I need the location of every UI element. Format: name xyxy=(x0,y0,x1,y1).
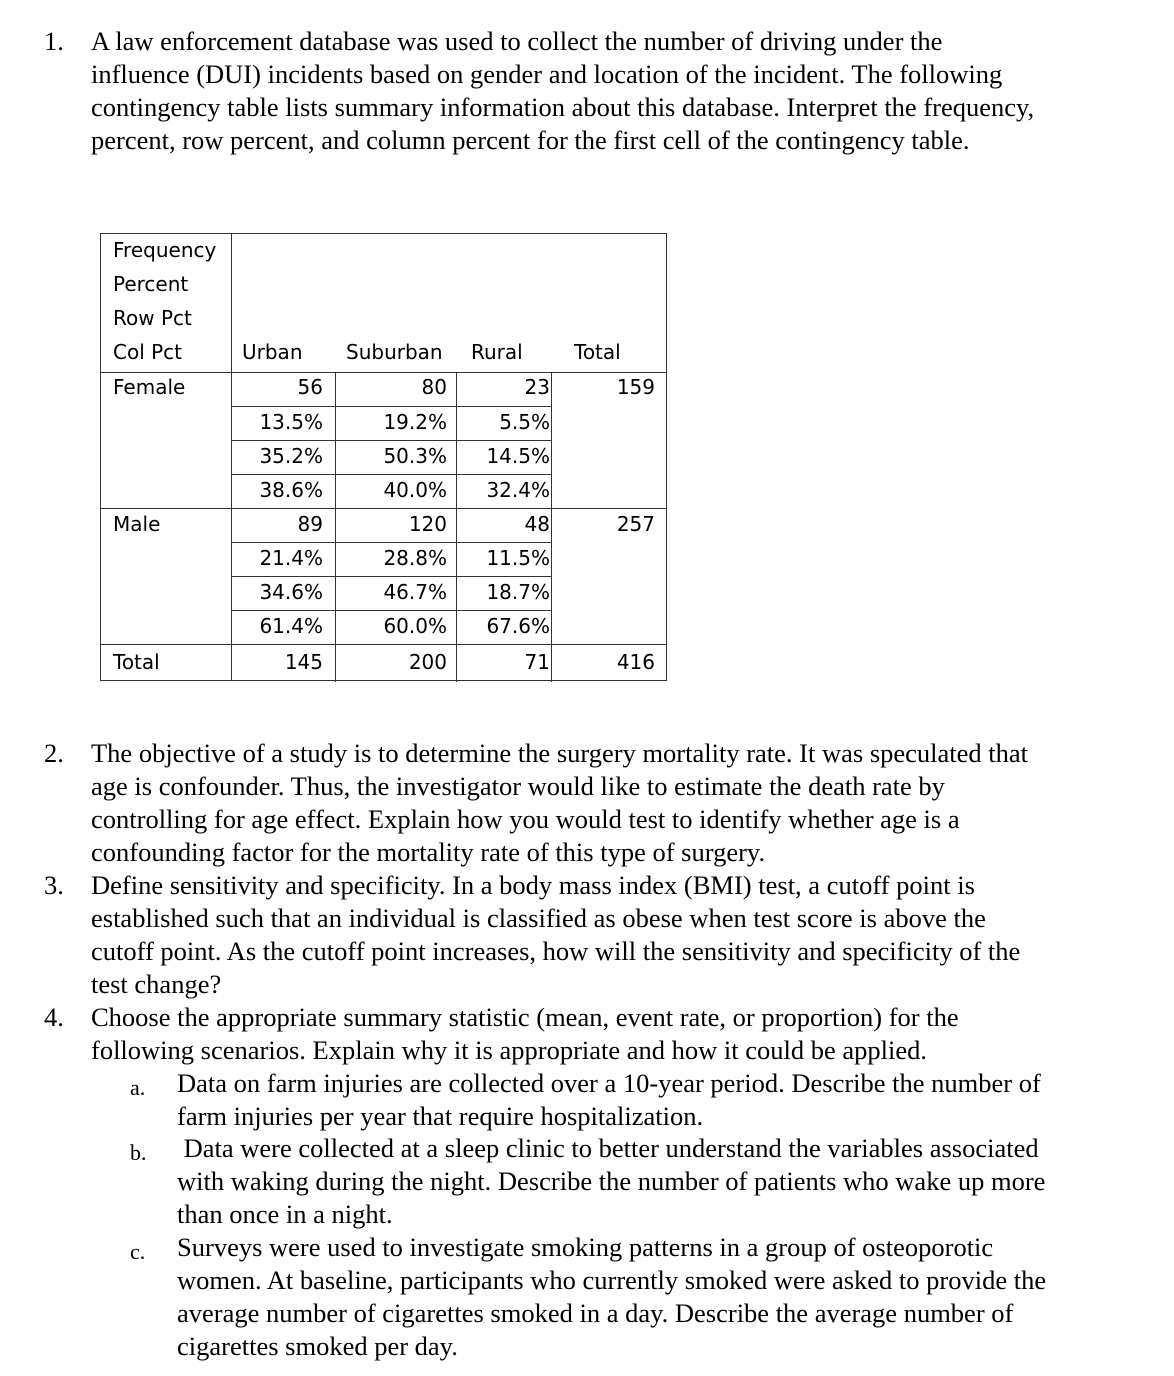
question-line: percent, row percent, and column percent for the first cell of the contingency table. xyxy=(91,125,970,155)
subquestion-label: c. xyxy=(130,1239,146,1264)
subquestion-a xyxy=(130,1067,1140,1133)
question-number: 2. xyxy=(44,738,64,768)
question-2 xyxy=(44,737,1134,869)
question-line: established such that an individual is classified as obese when test score is above the xyxy=(91,903,986,933)
female-rural-row-pct: 14.5% xyxy=(486,444,550,468)
question-4 xyxy=(44,1001,1134,1067)
subquestion-line: cigarettes smoked per day. xyxy=(177,1331,458,1361)
female-rural-pct: 5.5% xyxy=(499,410,550,434)
male-suburban-pct: 28.8% xyxy=(383,546,447,570)
question-line: age is confounder. Thus, the investigator would like to estimate the death rate by xyxy=(91,771,945,801)
female-rural-col-pct: 32.4% xyxy=(486,478,550,502)
cell-border xyxy=(231,576,551,577)
subquestion-line: women. At baseline, participants who currently smoked were asked to provide the xyxy=(177,1265,1047,1295)
question-3 xyxy=(44,869,1134,1001)
female-total-freq: 159 xyxy=(616,375,655,399)
row-label-female: Female xyxy=(113,375,186,399)
row-label-total: Total xyxy=(113,650,160,674)
total-suburban: 200 xyxy=(408,650,447,674)
question-line: confounding factor for the mortality rate of this type of surgery. xyxy=(91,837,766,867)
female-urban-freq: 56 xyxy=(297,375,323,399)
question-line: Define sensitivity and specificity. In a body mass index (BMI) test, a cutoff point is xyxy=(91,870,975,900)
question-line: controlling for age effect. Explain how you would test to identify whether age is a xyxy=(91,804,960,834)
row-label-male: Male xyxy=(113,512,161,536)
male-urban-row-pct: 34.6% xyxy=(259,580,323,604)
male-total-freq: 257 xyxy=(616,512,655,536)
female-suburban-pct: 19.2% xyxy=(383,410,447,434)
key-row-pct: Row Pct xyxy=(113,306,192,330)
key-frequency: Frequency xyxy=(113,238,217,262)
male-rural-row-pct: 18.7% xyxy=(486,580,550,604)
female-urban-row-pct: 35.2% xyxy=(259,444,323,468)
cell-border xyxy=(231,474,551,475)
female-rural-freq: 23 xyxy=(524,375,550,399)
female-suburban-col-pct: 40.0% xyxy=(383,478,447,502)
question-line: The objective of a study is to determine the surgery mortality rate. It was speculated that xyxy=(91,738,1029,768)
subquestion-b xyxy=(130,1132,1140,1231)
female-suburban-freq: 80 xyxy=(421,375,447,399)
subquestion-line: with waking during the night. Describe the number of patients who wake up more xyxy=(177,1166,1046,1196)
table-divider xyxy=(101,508,666,509)
question-line: test change? xyxy=(91,969,222,999)
male-urban-pct: 21.4% xyxy=(259,546,323,570)
total-grand: 416 xyxy=(616,650,655,674)
column-header-urban: Urban xyxy=(242,340,303,364)
subquestion-label: a. xyxy=(130,1075,146,1100)
male-suburban-col-pct: 60.0% xyxy=(383,614,447,638)
total-urban: 145 xyxy=(284,650,323,674)
subquestion-c xyxy=(130,1231,1140,1363)
contingency-table xyxy=(100,233,667,681)
question-line: A law enforcement database was used to collect the number of driving under the xyxy=(91,26,943,56)
question-line: Choose the appropriate summary statistic (mean, event rate, or proportion) for the xyxy=(91,1002,959,1032)
table-divider xyxy=(101,372,666,373)
male-rural-freq: 48 xyxy=(524,512,550,536)
key-col-pct: Col Pct xyxy=(113,340,183,364)
column-header-suburban: Suburban xyxy=(346,340,443,364)
subquestion-line: Surveys were used to investigate smoking patterns in a group of osteoporotic xyxy=(177,1232,994,1262)
cell-border xyxy=(231,542,551,543)
female-urban-col-pct: 38.6% xyxy=(259,478,323,502)
subquestion-line: Data were collected at a sleep clinic to better understand the variables associated xyxy=(177,1133,1039,1163)
female-urban-pct: 13.5% xyxy=(259,410,323,434)
column-header-rural: Rural xyxy=(471,340,523,364)
male-rural-col-pct: 67.6% xyxy=(486,614,550,638)
subquestion-line: than once in a night. xyxy=(177,1199,393,1229)
total-rural: 71 xyxy=(524,650,550,674)
question-line: following scenarios. Explain why it is appropriate and how it could be applied. xyxy=(91,1035,928,1065)
male-urban-freq: 89 xyxy=(297,512,323,536)
subquestion-label: b. xyxy=(130,1140,147,1165)
question-1 xyxy=(44,25,1134,157)
cell-border xyxy=(231,440,551,441)
subquestion-line: farm injuries per year that require hospitalization. xyxy=(177,1101,704,1131)
question-number: 3. xyxy=(44,870,64,900)
column-header-total: Total xyxy=(574,340,621,364)
male-rural-pct: 11.5% xyxy=(486,546,550,570)
male-suburban-freq: 120 xyxy=(408,512,447,536)
female-suburban-row-pct: 50.3% xyxy=(383,444,447,468)
key-percent: Percent xyxy=(113,272,189,296)
subquestion-line: Data on farm injuries are collected over a 10-year period. Describe the number of xyxy=(177,1068,1041,1098)
question-number: 1. xyxy=(44,26,64,56)
question-line: cutoff point. As the cutoff point increases, how will the sensitivity and specificity of the xyxy=(91,936,1021,966)
male-suburban-row-pct: 46.7% xyxy=(383,580,447,604)
question-line: influence (DUI) incidents based on gender and location of the incident. The following xyxy=(91,59,1003,89)
subquestion-line: average number of cigarettes smoked in a day. Describe the average number of xyxy=(177,1298,1014,1328)
question-line: contingency table lists summary information about this database. Interpret the frequency, xyxy=(91,92,1035,122)
cell-border xyxy=(231,406,551,407)
question-number: 4. xyxy=(44,1002,64,1032)
cell-border xyxy=(231,610,551,611)
male-urban-col-pct: 61.4% xyxy=(259,614,323,638)
table-divider xyxy=(101,644,666,645)
